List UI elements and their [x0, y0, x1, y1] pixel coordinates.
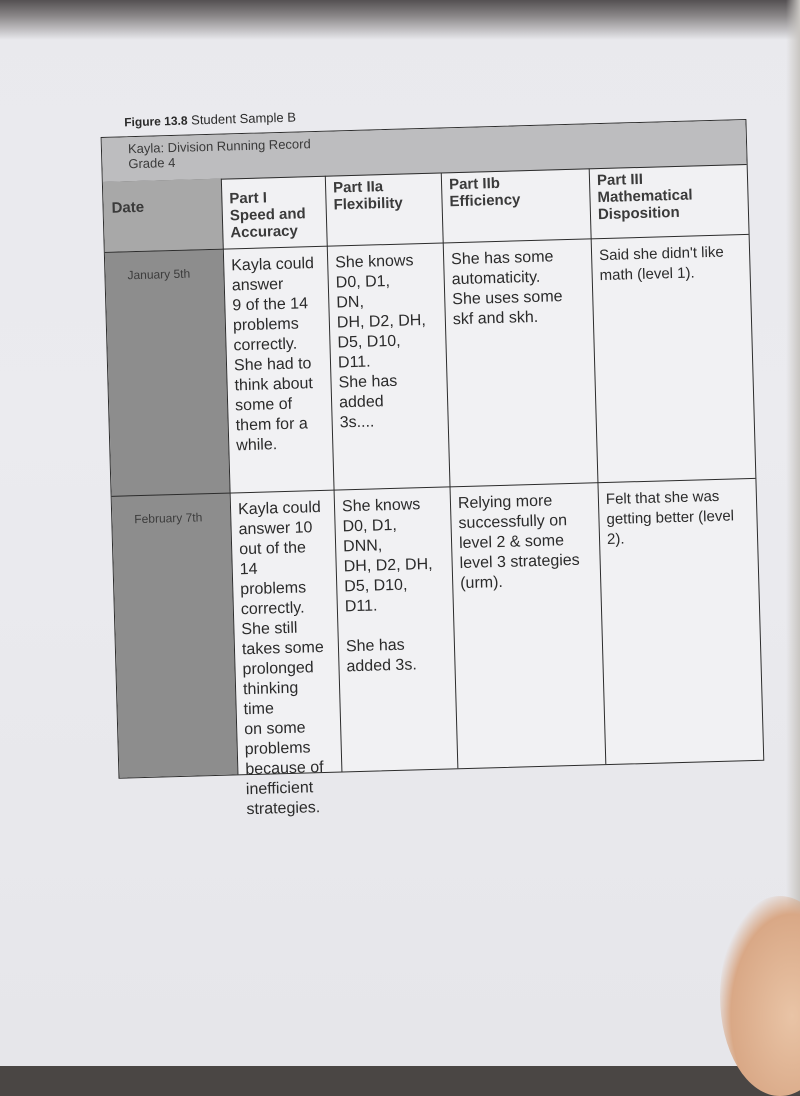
running-record-table — [101, 119, 765, 819]
row-part2b: Relying more successfully on level 2 & some level 3 strategies (urm). — [457, 492, 580, 593]
table-row — [105, 234, 756, 497]
header-date: Date — [103, 179, 223, 252]
page-top-shadow — [0, 0, 800, 40]
row-part2b: She has some automaticity. She uses some skf and skh. — [450, 248, 563, 329]
row-date: February 7th — [134, 510, 203, 527]
record-grade: Grade 4 — [128, 154, 176, 172]
row-part1: Kayla could answer 9 of the 14 problems correctly. She had to think about some of them for a while. — [231, 255, 315, 455]
row-part2a: She knows D0, D1, DNN, DH, D2, DH, D5, D10, D11. She has added 3s. — [341, 496, 433, 676]
header-part2a: Part IIa Flexibility — [332, 178, 404, 214]
header-part2b: Part IIb Efficiency — [448, 174, 521, 211]
row-part1: Kayla could answer 10 out of the 14 problems correctly. She still takes some prolonged thinking time on some problems because of inefficient strategies. — [237, 498, 325, 819]
header-part1: Part I Speed and Accuracy — [229, 189, 306, 242]
figure-sheet — [100, 97, 778, 819]
header-part3: Part III Mathematical Disposition — [596, 170, 693, 224]
row-part3: Felt that she was getting better (level 2). — [605, 487, 735, 549]
table-row — [112, 478, 764, 819]
record-title-block — [128, 136, 312, 171]
row-date: January 5th — [127, 266, 191, 283]
row-part2a: She knows D0, D1, DN, DH, D2, DH, D5, D10, D11. She has added 3s.... — [334, 252, 427, 432]
figure-title: Student Sample B — [190, 109, 297, 128]
row-part3: Said she didn't like math (level 1). — [598, 243, 724, 285]
record-title: Kayla: Division Running Record — [127, 136, 311, 157]
figure-label: Figure 13.8 — [124, 113, 188, 130]
